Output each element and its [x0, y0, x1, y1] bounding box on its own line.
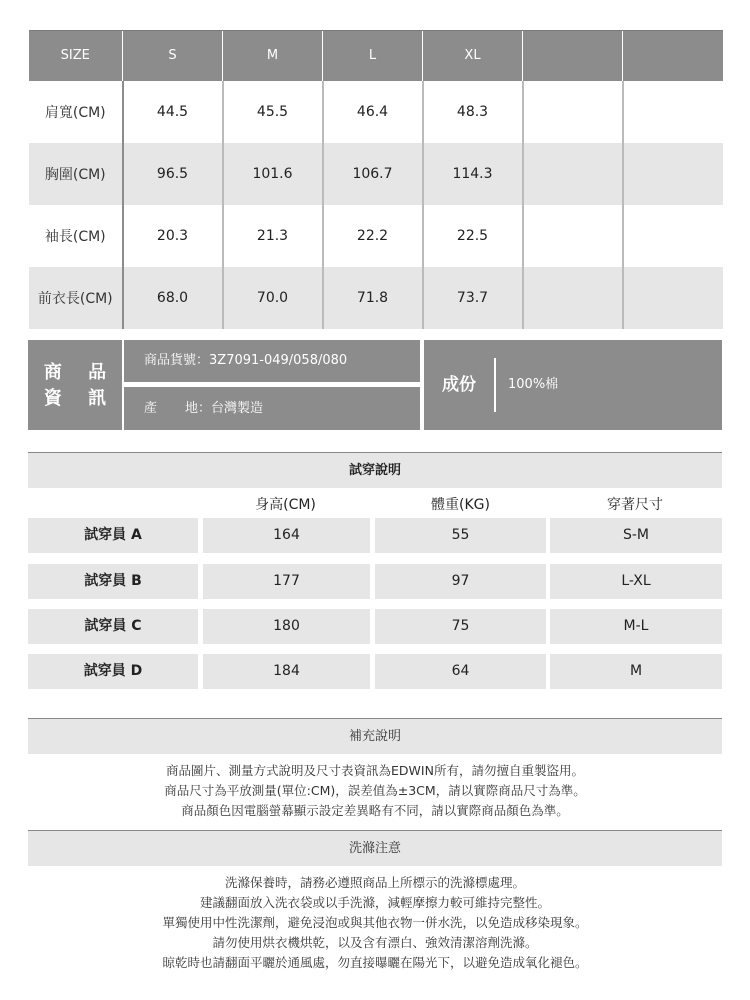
- size-cell: [623, 267, 723, 329]
- size-cell: [523, 267, 623, 329]
- fitting-model-name: 試穿員 D: [28, 654, 198, 689]
- size-cell: [523, 81, 623, 143]
- supplement-line: 商品尺寸為平放測量(單位:CM)，誤差值為±3CM，請以實際商品尺寸為準。: [164, 783, 586, 798]
- size-cell: 70.0: [223, 267, 323, 329]
- fitting-weight: 97: [375, 564, 546, 599]
- size-cell: 114.3: [423, 143, 523, 205]
- fitting-model-name: 試穿員 B: [28, 564, 198, 599]
- size-header-row: [29, 31, 723, 81]
- fitting-row: [28, 564, 722, 599]
- material-value: 100%棉: [508, 377, 559, 392]
- washing-line: 洗滌保養時，請務必遵照商品上所標示的洗滌標處理。: [224, 875, 525, 890]
- fitting-height: 177: [203, 564, 370, 599]
- fitting-model-name: 試穿員 C: [28, 609, 198, 644]
- size-row: [29, 267, 723, 329]
- fitting-title: 試穿說明: [28, 452, 722, 488]
- size-cell: 101.6: [223, 143, 323, 205]
- size-cell: 96.5: [123, 143, 223, 205]
- fitting-size: M-L: [550, 609, 722, 644]
- material-box: [424, 340, 722, 430]
- size-header-cell: M: [223, 31, 323, 81]
- size-row-label: 胸圍(CM): [29, 143, 123, 205]
- fitting-column-height: 身高(CM): [255, 497, 316, 513]
- size-cell: [523, 143, 623, 205]
- fitting-size: S-M: [550, 518, 722, 553]
- material-label: 成份: [442, 375, 476, 395]
- washing-line: 請勿使用烘衣機烘乾，以及含有漂白、強效清潔溶劑洗滌。: [212, 935, 538, 950]
- fitting-height: 180: [203, 609, 370, 644]
- supplement-line: 商品圖片、測量方式說明及尺寸表資訊為EDWIN所有，請勿擅自重製盜用。: [166, 763, 584, 778]
- fitting-weight: 75: [375, 609, 546, 644]
- size-header-cell: SIZE: [29, 31, 123, 81]
- size-row-label: 肩寬(CM): [29, 81, 123, 143]
- product-info-title: [28, 340, 122, 430]
- supplement-line: 商品顏色因電腦螢幕顯示設定差異略有不同，請以實際商品顏色為準。: [181, 803, 569, 818]
- size-header-cell: S: [123, 31, 223, 81]
- washing-line: 單獨使用中性洗潔劑，避免浸泡或與其他衣物一併水洗，以免造成移染現象。: [162, 915, 588, 930]
- fitting-column-weight: 體重(KG): [431, 497, 490, 513]
- product-code-value: 3Z7091-049/058/080: [209, 353, 348, 368]
- size-cell: 46.4: [323, 81, 423, 143]
- size-header-cell: [523, 31, 623, 81]
- size-cell: [523, 205, 623, 267]
- size-cell: [623, 205, 723, 267]
- fitting-column-headers: [28, 492, 722, 518]
- size-cell: [623, 143, 723, 205]
- product-origin: [124, 387, 420, 430]
- fitting-weight: 55: [375, 518, 546, 553]
- size-cell: 73.7: [423, 267, 523, 329]
- product-info-panel: [28, 340, 722, 430]
- size-cell: 68.0: [123, 267, 223, 329]
- size-header-cell: XL: [423, 31, 523, 81]
- fitting-height: 184: [203, 654, 370, 689]
- size-cell: 45.5: [223, 81, 323, 143]
- fitting-size: L-XL: [550, 564, 722, 599]
- washing-line: 晾乾時也請翻面平曬於通風處，勿直接曝曬在陽光下，以避免造成氧化褪色。: [162, 955, 588, 970]
- size-cell: 21.3: [223, 205, 323, 267]
- product-code-label: 商品貨號：: [144, 353, 210, 368]
- product-info-title-line: 商 品: [43, 362, 117, 383]
- size-row: [29, 81, 723, 143]
- size-cell: 44.5: [123, 81, 223, 143]
- fitting-model-name: 試穿員 A: [28, 518, 198, 553]
- size-row-label: 前衣長(CM): [29, 267, 123, 329]
- size-cell: 20.3: [123, 205, 223, 267]
- size-cell: [623, 81, 723, 143]
- washing-line: 建議翻面放入洗衣袋或以手洗滌，減輕摩擦力較可維持完整性。: [199, 895, 550, 910]
- size-cell: 106.7: [323, 143, 423, 205]
- fitting-row: [28, 609, 722, 644]
- product-origin-label: 產: [144, 401, 158, 416]
- size-cell: 22.5: [423, 205, 523, 267]
- fitting-column-size: 穿著尺寸: [607, 497, 663, 513]
- size-header-cell: L: [323, 31, 423, 81]
- material-divider: [494, 358, 496, 412]
- fitting-row: [28, 518, 722, 553]
- size-header-cell: [623, 31, 723, 81]
- fitting-size: M: [550, 654, 722, 689]
- fitting-weight: 64: [375, 654, 546, 689]
- size-row: [29, 143, 723, 205]
- product-origin-label: 地：: [185, 401, 212, 416]
- size-cell: 48.3: [423, 81, 523, 143]
- product-origin-value: 台灣製造: [211, 401, 264, 416]
- size-table: [28, 30, 723, 329]
- fitting-height: 164: [203, 518, 370, 553]
- size-row: [29, 205, 723, 267]
- size-cell: 22.2: [323, 205, 423, 267]
- washing-title: 洗滌注意: [28, 830, 722, 866]
- product-info-title-line: 資 訊: [43, 388, 117, 409]
- fitting-row: [28, 654, 722, 689]
- size-cell: 71.8: [323, 267, 423, 329]
- size-row-label: 袖長(CM): [29, 205, 123, 267]
- product-code: [124, 340, 420, 382]
- supplement-title: 補充說明: [28, 718, 722, 754]
